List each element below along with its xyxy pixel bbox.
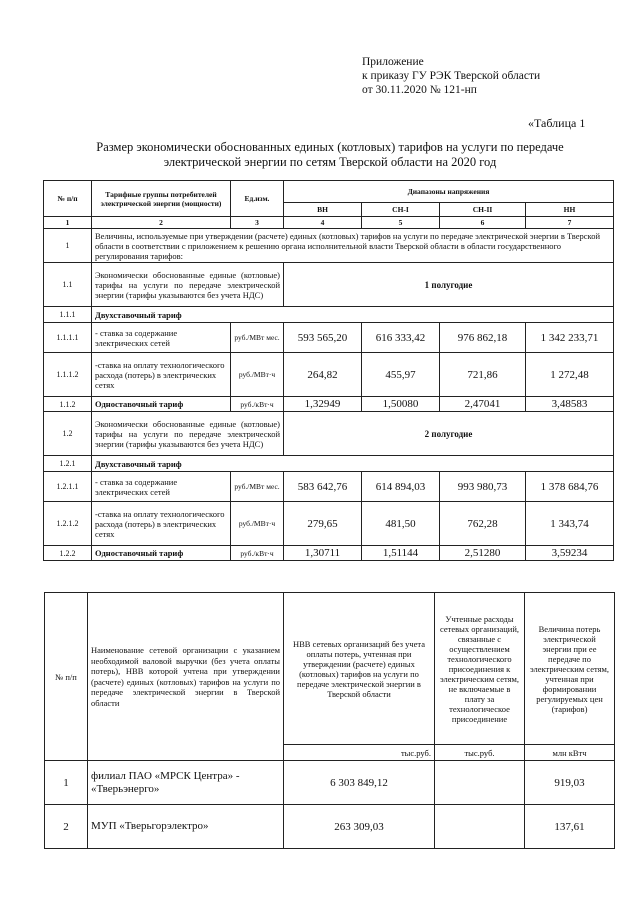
t2-row-2-num: 2 [45, 805, 88, 849]
row-1-1-period: 1 полугодие [284, 263, 614, 307]
t2-row-1-name: филиал ПАО «МРСК Центра» - «Тверьэнерго» [88, 761, 284, 805]
t2-header-losses: Величина потерь электрической энергии при ее передаче по электрическим сетям, учтенная при формировании регулируемых цен (тарифов) [525, 593, 615, 745]
row-1-2-text: Экономически обоснованные единые (котловые) тарифы на услуги по передаче электрической энергии (тарифы указываются без учета НДС) [92, 412, 284, 456]
row-1-2-1-2-vn: 279,65 [284, 502, 362, 546]
row-1-2-1-num: 1.2.1 [44, 456, 92, 472]
row-1-2-2-text: Одноставочный тариф [92, 546, 231, 561]
row-1-1-1-2-nn: 1 272,48 [526, 353, 614, 397]
row-1-1-1-1-unit: руб./МВт мес. [231, 323, 284, 353]
network-organizations-table [44, 592, 615, 849]
row-1-2-2-sn2: 2,51280 [440, 546, 526, 561]
t2-row-1-expenses [435, 761, 525, 805]
row-1-1-2-vn: 1,32949 [284, 397, 362, 412]
table-row [45, 805, 615, 849]
row-1-2-1-2-text: -ставка на оплату технологического расхода (потерь) в электрических сетях [92, 502, 231, 546]
header-sn2: СН-II [440, 203, 526, 217]
table-row [45, 761, 615, 805]
row-1-1-1-2-num: 1.1.1.2 [44, 353, 92, 397]
row-1-1-1-text: Двухставочный тариф [92, 307, 614, 323]
row-1-2-1-2-num: 1.2.1.2 [44, 502, 92, 546]
t2-header-name: Наименование сетевой организации с указанием необходимой валовой выручки (без учета оплаты потерь), НВВ которой учтена при утверждении (расчете) единых (котловых) тарифов на услуги по передаче электрической энергии в Тверской области [88, 593, 284, 761]
row-1-1-2-sn1: 1,50080 [362, 397, 440, 412]
row-1-1-text: Экономически обоснованные единые (котловые) тарифы на услуги по передаче электрической энергии (тарифы указываются без учета НДС) [92, 263, 284, 307]
row-1-1-1-2-unit: руб./МВт·ч [231, 353, 284, 397]
row-1-2-1-2-sn2: 762,28 [440, 502, 526, 546]
row-1-1-1-num: 1.1.1 [44, 307, 92, 323]
t2-header-expenses: Учтенные расходы сетевых организаций, связанные с осуществлением технологического присоединения к электрическим сетям, не включаемые в плату за технологическое присоединение [435, 593, 525, 745]
header-sn1: СН-I [362, 203, 440, 217]
t2-unit-expenses: тыс.руб. [435, 745, 525, 761]
row-1-1-1-1-num: 1.1.1.1 [44, 323, 92, 353]
col-number-3: 3 [231, 217, 284, 229]
row-1-1-1-1-vn: 593 565,20 [284, 323, 362, 353]
col-number-4: 4 [284, 217, 362, 229]
row-1-2-1-1-unit: руб./МВт мес. [231, 472, 284, 502]
row-1-2-num: 1.2 [44, 412, 92, 456]
header-vn: ВН [284, 203, 362, 217]
document-title-line-2: электрической энергии по сетям Тверской области на 2020 год [163, 155, 497, 169]
row-1-1-2-text: Одноставочный тариф [92, 397, 231, 412]
row-1-1-1-1-nn: 1 342 233,71 [526, 323, 614, 353]
row-1-2-2-nn: 3,59234 [526, 546, 614, 561]
row-1-1-2-nn: 3,48583 [526, 397, 614, 412]
col-number-2: 2 [92, 217, 231, 229]
row-1-2-2-vn: 1,30711 [284, 546, 362, 561]
row-1-1-1-2-vn: 264,82 [284, 353, 362, 397]
header-ranges: Диапазоны напряжения [284, 181, 614, 203]
col-number-1: 1 [44, 217, 92, 229]
row-1-2-2-num: 1.2.2 [44, 546, 92, 561]
t2-row-2-name: МУП «Тверьгорэлектро» [88, 805, 284, 849]
row-1-2-1-1-vn: 583 642,76 [284, 472, 362, 502]
document-title-line-1: Размер экономически обоснованных единых (котловых) тарифов на услуги по передаче [96, 140, 564, 154]
appendix-line-3: от 30.11.2020 № 121-нп [362, 84, 477, 96]
row-1-2-1-2-nn: 1 343,74 [526, 502, 614, 546]
row-1-2-2-sn1: 1,51144 [362, 546, 440, 561]
row-1-2-1-1-nn: 1 378 684,76 [526, 472, 614, 502]
t2-row-2-expenses [435, 805, 525, 849]
row-1-1-2-unit: руб./кВт·ч [231, 397, 284, 412]
col-number-7: 7 [526, 217, 614, 229]
row-1-1-1-1-sn1: 616 333,42 [362, 323, 440, 353]
row-1-2-1-1-text: - ставка за содержание электрических сетей [92, 472, 231, 502]
appendix-header [362, 55, 540, 97]
t2-row-1-losses: 919,03 [525, 761, 615, 805]
row-1-1-num: 1.1 [44, 263, 92, 307]
document-title [60, 140, 600, 170]
header-unit: Ед.изм. [231, 181, 284, 217]
header-num: № п/п [44, 181, 92, 217]
t2-unit-losses: млн кВтч [525, 745, 615, 761]
row-1-1-1-2-text: -ставка на оплату технологического расхода (потерь) в электрических сетях [92, 353, 231, 397]
appendix-line-1: Приложение [362, 56, 424, 68]
t2-header-num: № п/п [45, 593, 88, 761]
t2-row-1-nvv: 6 303 849,12 [284, 761, 435, 805]
appendix-line-2: к приказу ГУ РЭК Тверской области [362, 70, 541, 82]
row-1-2-1-1-sn2: 993 980,73 [440, 472, 526, 502]
row-1-2-1-1-num: 1.2.1.1 [44, 472, 92, 502]
col-number-6: 6 [440, 217, 526, 229]
t2-header-nvv: НВВ сетевых организаций без учета оплаты потерь, учтенная при утверждении (расчете) единых (котловых) тарифов на услуги по передаче электрической энергии в Тверской области [284, 593, 435, 745]
row-1-2-period: 2 полугодие [284, 412, 614, 456]
row-1-2-1-text: Двухставочный тариф [92, 456, 614, 472]
row-1-2-1-2-sn1: 481,50 [362, 502, 440, 546]
row-1-2-2-unit: руб./кВт·ч [231, 546, 284, 561]
tariff-table [43, 180, 614, 561]
t2-row-2-nvv: 263 309,03 [284, 805, 435, 849]
t2-unit-nvv: тыс.руб. [284, 745, 435, 761]
table-label: «Таблица 1 [528, 116, 586, 130]
row-1-1-1-1-sn2: 976 862,18 [440, 323, 526, 353]
row-1-2-1-1-sn1: 614 894,03 [362, 472, 440, 502]
header-groups: Тарифные группы потребителей электрической энергии (мощности) [92, 181, 231, 217]
col-number-5: 5 [362, 217, 440, 229]
row-1-1-2-num: 1.1.2 [44, 397, 92, 412]
row-1-2-1-2-unit: руб./МВт·ч [231, 502, 284, 546]
row-1-1-1-2-sn1: 455,97 [362, 353, 440, 397]
row-1-num: 1 [44, 229, 92, 263]
row-1-1-2-sn2: 2,47041 [440, 397, 526, 412]
t2-row-1-num: 1 [45, 761, 88, 805]
t2-row-2-losses: 137,61 [525, 805, 615, 849]
row-1-1-1-2-sn2: 721,86 [440, 353, 526, 397]
row-1-1-1-1-text: - ставка за содержание электрических сетей [92, 323, 231, 353]
row-1-text: Величины, используемые при утверждении (расчете) единых (котловых) тарифов на услуги по передаче электрической энергии в Тверской области в соответствии с приложением к решению органа исполнительной власти Тверской области в области государственного регулирования тарифов: [92, 229, 614, 263]
header-nn: НН [526, 203, 614, 217]
